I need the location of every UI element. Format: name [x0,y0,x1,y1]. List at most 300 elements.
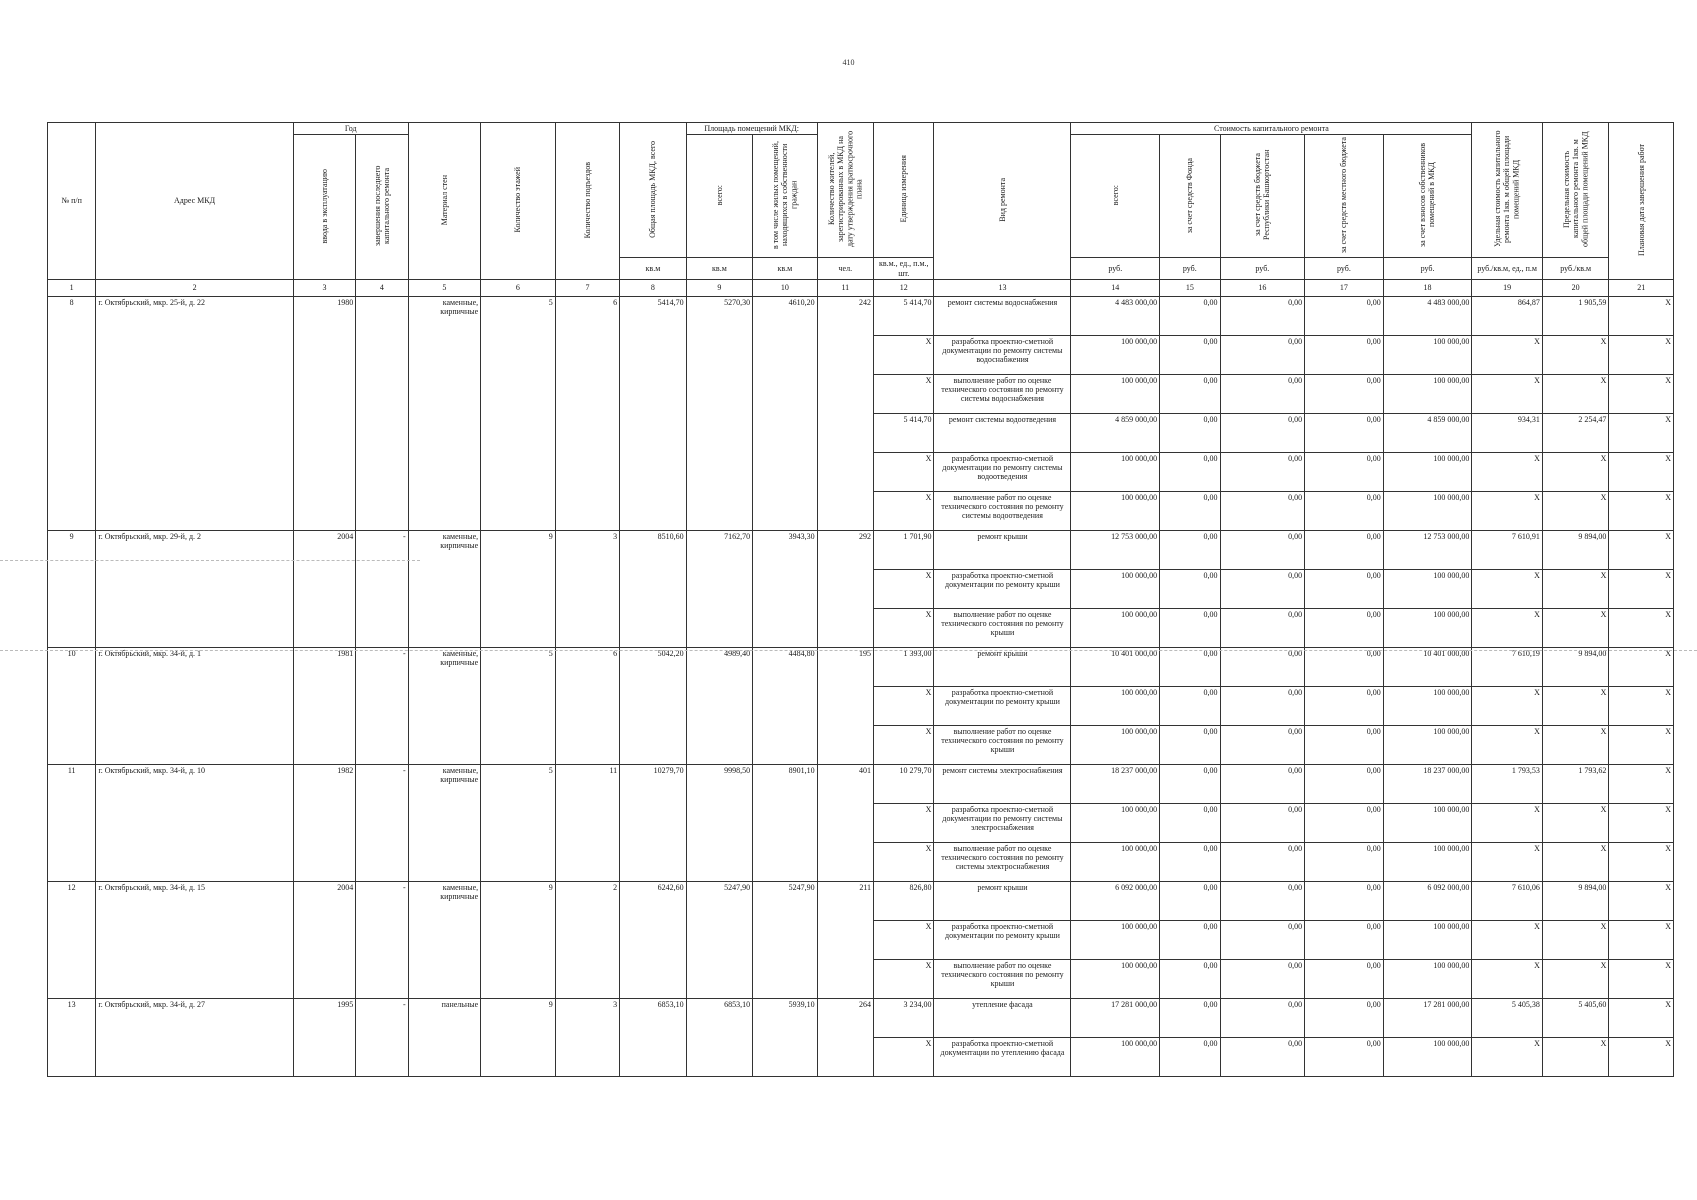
cell-year-last-repair: - [356,647,408,764]
cell-cost-total: 100 000,00 [1071,920,1160,959]
cell-area-contrib: 5939,10 [753,998,817,1076]
cell-cost-republic: 0,00 [1220,374,1305,413]
cell-cost-local: 0,00 [1305,530,1384,569]
cell-repair-type: выполнение работ по оценке технического состояния по ремонту системы электроснабжения [934,842,1071,881]
cell-area-all: 6853,10 [686,998,752,1076]
cell-planned-date: X [1609,959,1674,998]
cell-cost-fund: 0,00 [1160,1037,1220,1076]
cell-cost-total: 17 281 000,00 [1071,998,1160,1037]
cell-residents: 401 [817,764,873,881]
header-planned-date: Плановая дата завершения работ [1636,143,1646,256]
cell-limit-cost: 2 254,47 [1542,413,1608,452]
cell-year-last-repair: - [356,764,408,881]
cell-cost-total: 100 000,00 [1071,491,1160,530]
unit-cost-total: руб. [1071,258,1160,279]
cell-cost-republic: 0,00 [1220,296,1305,335]
cell-repair-type: разработка проектно-сметной документации по ремонту системы электроснабжения [934,803,1071,842]
column-number: 16 [1220,279,1305,296]
header-cost-owners: за счет взносов собственников помещений в МКД [1418,143,1437,248]
cell-cost-owners: 100 000,00 [1383,959,1472,998]
cell-cost-local: 0,00 [1305,569,1384,608]
scan-artifact-line [0,560,420,561]
cell-total-area: 6242,60 [620,881,686,998]
cell-residents: 264 [817,998,873,1076]
cell-cost-total: 6 092 000,00 [1071,881,1160,920]
cell-entrances: 3 [555,998,619,1076]
cell-area-contrib: 8901,10 [753,764,817,881]
cell-total-area: 6853,10 [620,998,686,1076]
cell-repair-type: утепление фасада [934,998,1071,1037]
header-unit-cost: Удельная стоимость капитального ремонта 1кв. м общей площади помещений МКД [1493,130,1521,248]
cell-limit-cost: X [1542,959,1608,998]
cell-area-contrib: 4484,80 [753,647,817,764]
cell-cost-owners: 100 000,00 [1383,608,1472,647]
header-total-area: Общая площадь МКД, всего [648,140,658,238]
column-number: 7 [555,279,619,296]
cell-cost-owners: 100 000,00 [1383,686,1472,725]
cell-cost-total: 10 401 000,00 [1071,647,1160,686]
unit-cost-fund: руб. [1160,258,1220,279]
cell-cost-local: 0,00 [1305,296,1384,335]
cell-cost-local: 0,00 [1305,725,1384,764]
cell-unit-cost: X [1472,959,1543,998]
cell-area-all: 5247,90 [686,881,752,998]
cell-cost-republic: 0,00 [1220,647,1305,686]
cell-cost-local: 0,00 [1305,764,1384,803]
cell-cost-owners: 100 000,00 [1383,452,1472,491]
cell-entrances: 6 [555,647,619,764]
table-row [48,764,1674,803]
header-entrances: Количество подъездов [582,161,592,238]
cell-cost-total: 100 000,00 [1071,1037,1160,1076]
cell-cost-local: 0,00 [1305,803,1384,842]
column-number: 1 [48,279,96,296]
header-address: Адрес МКД [96,123,293,280]
cell-cost-local: 0,00 [1305,1037,1384,1076]
unit-limit-cost: руб./кв.м [1542,258,1608,279]
cell-material: каменные, кирпичные [408,764,481,881]
cell-area-contrib: 3943,30 [753,530,817,647]
cell-unit: 10 279,70 [874,764,934,803]
cell-no: 11 [48,764,96,881]
cell-repair-type: выполнение работ по оценке технического состояния по ремонту крыши [934,608,1071,647]
cell-unit: X [874,374,934,413]
cell-cost-total: 100 000,00 [1071,452,1160,491]
column-number: 13 [934,279,1071,296]
cell-planned-date: X [1609,647,1674,686]
cell-entrances: 3 [555,530,619,647]
cell-cost-republic: 0,00 [1220,842,1305,881]
cell-limit-cost: X [1542,608,1608,647]
cell-limit-cost: X [1542,1037,1608,1076]
cell-cost-fund: 0,00 [1160,413,1220,452]
cell-limit-cost: X [1542,803,1608,842]
cell-unit: X [874,803,934,842]
cell-cost-fund: 0,00 [1160,452,1220,491]
cell-year-commission: 2004 [293,881,355,998]
cell-repair-type: разработка проектно-сметной документации по ремонту крыши [934,686,1071,725]
cell-area-all: 7162,70 [686,530,752,647]
cell-limit-cost: X [1542,491,1608,530]
cell-unit: X [874,725,934,764]
column-number: 20 [1542,279,1608,296]
cell-planned-date: X [1609,335,1674,374]
cell-cost-republic: 0,00 [1220,491,1305,530]
cell-unit: X [874,569,934,608]
cell-unit-cost: X [1472,686,1543,725]
header-area-all: всего: [714,185,724,206]
cell-unit-cost: X [1472,608,1543,647]
cell-cost-local: 0,00 [1305,881,1384,920]
unit-cost-owners: руб. [1383,258,1472,279]
cell-area-all: 9998,50 [686,764,752,881]
cell-cost-owners: 100 000,00 [1383,725,1472,764]
cell-cost-fund: 0,00 [1160,764,1220,803]
cell-total-area: 10279,70 [620,764,686,881]
cell-planned-date: X [1609,608,1674,647]
cell-floors: 9 [481,881,556,998]
cell-repair-type: ремонт крыши [934,530,1071,569]
cell-planned-date: X [1609,296,1674,335]
cell-cost-total: 4 483 000,00 [1071,296,1160,335]
cell-floors: 9 [481,998,556,1076]
table-row [48,881,1674,920]
cell-cost-fund: 0,00 [1160,959,1220,998]
cell-cost-fund: 0,00 [1160,647,1220,686]
cell-year-commission: 1982 [293,764,355,881]
cell-material: каменные, кирпичные [408,881,481,998]
cell-unit-cost: X [1472,452,1543,491]
cell-no: 8 [48,296,96,530]
cell-repair-type: разработка проектно-сметной документации по утеплению фасада [934,1037,1071,1076]
cell-address: г. Октябрьский, мкр. 34-й, д. 27 [96,998,293,1076]
column-number: 15 [1160,279,1220,296]
cell-unit-cost: X [1472,842,1543,881]
cell-cost-owners: 100 000,00 [1383,569,1472,608]
cell-cost-local: 0,00 [1305,491,1384,530]
cell-limit-cost: X [1542,725,1608,764]
header-cost-fund: за счет средств Фонда [1185,157,1195,233]
column-number: 9 [686,279,752,296]
cell-unit-cost: X [1472,569,1543,608]
cell-planned-date: X [1609,725,1674,764]
cell-unit: 826,80 [874,881,934,920]
column-number: 8 [620,279,686,296]
cell-planned-date: X [1609,842,1674,881]
cell-cost-total: 100 000,00 [1071,725,1160,764]
cell-unit: X [874,608,934,647]
cell-unit-cost: X [1472,725,1543,764]
header-residents: Количество жителей, зарегистрированных в МКД на дату утверждения краткосрочного плана [826,131,864,248]
unit-cost-local: руб. [1305,258,1384,279]
column-number: 10 [753,279,817,296]
header-floors: Количество этажей [513,167,523,233]
cell-planned-date: X [1609,569,1674,608]
cell-cost-local: 0,00 [1305,647,1384,686]
cell-limit-cost: X [1542,920,1608,959]
cell-unit: X [874,842,934,881]
cell-limit-cost: 5 405,60 [1542,998,1608,1037]
cell-cost-republic: 0,00 [1220,335,1305,374]
column-number: 4 [356,279,408,296]
cell-cost-fund: 0,00 [1160,374,1220,413]
column-number: 21 [1609,279,1674,296]
cell-cost-local: 0,00 [1305,998,1384,1037]
cell-planned-date: X [1609,803,1674,842]
cell-floors: 5 [481,296,556,530]
cell-cost-fund: 0,00 [1160,803,1220,842]
cell-repair-type: выполнение работ по оценке технического состояния по ремонту крыши [934,725,1071,764]
unit-residents: чел. [817,258,873,279]
cell-cost-owners: 10 401 000,00 [1383,647,1472,686]
cell-cost-total: 100 000,00 [1071,374,1160,413]
cell-planned-date: X [1609,413,1674,452]
cell-total-area: 8510,60 [620,530,686,647]
cell-cost-owners: 4 859 000,00 [1383,413,1472,452]
cell-total-area: 5414,70 [620,296,686,530]
cell-limit-cost: 1 905,59 [1542,296,1608,335]
unit-unit-cost: руб./кв.м, ед., п.м [1472,258,1543,279]
cell-cost-fund: 0,00 [1160,998,1220,1037]
cell-cost-total: 100 000,00 [1071,569,1160,608]
table-row [48,998,1674,1037]
cell-limit-cost: X [1542,452,1608,491]
cell-cost-republic: 0,00 [1220,1037,1305,1076]
cell-year-commission: 2004 [293,530,355,647]
header-cost-total: всего: [1110,185,1120,206]
column-number: 6 [481,279,556,296]
cell-cost-owners: 17 281 000,00 [1383,998,1472,1037]
cell-cost-owners: 4 483 000,00 [1383,296,1472,335]
header-cost-republic: за счет средств бюджета Республики Башкортостан [1253,150,1272,241]
cell-address: г. Октябрьский, мкр. 29-й, д. 2 [96,530,293,647]
column-number: 14 [1071,279,1160,296]
cell-cost-fund: 0,00 [1160,881,1220,920]
cell-unit-cost: X [1472,374,1543,413]
cell-material: каменные, кирпичные [408,647,481,764]
cell-residents: 292 [817,530,873,647]
cell-year-commission: 1981 [293,647,355,764]
cell-entrances: 6 [555,296,619,530]
header-year-commission: ввода в эксплуатацию [319,168,329,244]
cell-address: г. Октябрьский, мкр. 34-й, д. 15 [96,881,293,998]
cell-cost-total: 12 753 000,00 [1071,530,1160,569]
cell-cost-republic: 0,00 [1220,413,1305,452]
cell-repair-type: выполнение работ по оценке технического состояния по ремонту системы водоснабжения [934,374,1071,413]
cell-unit-cost: X [1472,491,1543,530]
header-cost-local: за счет средств местного бюджета [1339,137,1349,254]
cell-unit: 1 393,00 [874,647,934,686]
cell-cost-fund: 0,00 [1160,686,1220,725]
cell-cost-local: 0,00 [1305,335,1384,374]
scan-artifact-line [0,650,1697,651]
cell-limit-cost: X [1542,374,1608,413]
cell-entrances: 11 [555,764,619,881]
cell-floors: 5 [481,764,556,881]
unit-total-area: кв.м [620,258,686,279]
cell-cost-local: 0,00 [1305,686,1384,725]
cell-address: г. Октябрьский, мкр. 25-й, д. 22 [96,296,293,530]
cell-no: 13 [48,998,96,1076]
cell-cost-republic: 0,00 [1220,803,1305,842]
cell-repair-type: выполнение работ по оценке технического состояния по ремонту системы водоотведения [934,491,1071,530]
cell-year-last-repair: - [356,530,408,647]
cell-entrances: 2 [555,881,619,998]
cell-cost-republic: 0,00 [1220,920,1305,959]
cell-repair-type: ремонт системы водоснабжения [934,296,1071,335]
cell-total-area: 5042,20 [620,647,686,764]
cell-year-last-repair: - [356,998,408,1076]
cell-planned-date: X [1609,374,1674,413]
cell-cost-fund: 0,00 [1160,608,1220,647]
cell-material: каменные, кирпичные [408,530,481,647]
cell-cost-total: 100 000,00 [1071,842,1160,881]
cell-cost-total: 100 000,00 [1071,608,1160,647]
cell-no: 12 [48,881,96,998]
cell-repair-type: разработка проектно-сметной документации по ремонту крыши [934,920,1071,959]
cell-repair-type: ремонт системы электроснабжения [934,764,1071,803]
cell-planned-date: X [1609,881,1674,920]
unit-cost-republic: руб. [1220,258,1305,279]
cell-cost-fund: 0,00 [1160,530,1220,569]
cell-unit-cost: X [1472,803,1543,842]
cell-unit: X [874,452,934,491]
column-number: 3 [293,279,355,296]
column-number: 5 [408,279,481,296]
header-limit-cost: Предельная стоимость капитального ремонта 1кв. м общей площади помещений МКД [1561,131,1590,247]
cell-cost-owners: 100 000,00 [1383,1037,1472,1076]
cell-cost-fund: 0,00 [1160,842,1220,881]
cell-planned-date: X [1609,491,1674,530]
column-number: 18 [1383,279,1472,296]
cell-unit-cost: 934,31 [1472,413,1543,452]
cell-cost-owners: 100 000,00 [1383,803,1472,842]
cell-limit-cost: 1 793,62 [1542,764,1608,803]
cell-repair-type: ремонт крыши [934,881,1071,920]
unit-area-all: кв.м [686,258,752,279]
cell-no: 10 [48,647,96,764]
cell-cost-local: 0,00 [1305,452,1384,491]
cell-material: панельные [408,998,481,1076]
cell-cost-fund: 0,00 [1160,335,1220,374]
cell-floors: 9 [481,530,556,647]
cell-cost-local: 0,00 [1305,920,1384,959]
cell-area-contrib: 4610,20 [753,296,817,530]
cell-cost-total: 100 000,00 [1071,686,1160,725]
header-year-group: Год [293,123,408,135]
cell-cost-republic: 0,00 [1220,764,1305,803]
cell-residents: 195 [817,647,873,764]
cell-cost-local: 0,00 [1305,374,1384,413]
cell-unit-cost: 7 610,06 [1472,881,1543,920]
cell-unit-cost: 7 610,19 [1472,647,1543,686]
cell-floors: 5 [481,647,556,764]
cell-cost-owners: 18 237 000,00 [1383,764,1472,803]
cell-cost-total: 4 859 000,00 [1071,413,1160,452]
cell-limit-cost: X [1542,842,1608,881]
cell-address: г. Октябрьский, мкр. 34-й, д. 10 [96,764,293,881]
column-number-row [48,279,1674,296]
cell-cost-total: 100 000,00 [1071,803,1160,842]
cell-unit: X [874,1037,934,1076]
cell-repair-type: выполнение работ по оценке технического состояния по ремонту крыши [934,959,1071,998]
table-row [48,530,1674,569]
cell-cost-local: 0,00 [1305,959,1384,998]
cell-cost-fund: 0,00 [1160,296,1220,335]
cell-cost-fund: 0,00 [1160,491,1220,530]
cell-unit-cost: X [1472,335,1543,374]
cell-unit: X [874,335,934,374]
cell-planned-date: X [1609,920,1674,959]
cell-cost-owners: 100 000,00 [1383,491,1472,530]
cell-unit-cost: X [1472,1037,1543,1076]
cell-no: 9 [48,530,96,647]
cell-unit-cost: X [1472,920,1543,959]
cell-unit: 5 414,70 [874,296,934,335]
cell-repair-type: разработка проектно-сметной документации по ремонту крыши [934,569,1071,608]
cell-year-commission: 1980 [293,296,355,530]
cell-residents: 242 [817,296,873,530]
cell-unit-cost: 7 610,91 [1472,530,1543,569]
cell-limit-cost: 9 894,00 [1542,647,1608,686]
cell-cost-total: 100 000,00 [1071,959,1160,998]
header-no: № п/п [48,123,96,280]
table-row [48,647,1674,686]
header-premises-area: Площадь помещений МКД: [686,123,817,135]
column-number: 12 [874,279,934,296]
cell-cost-owners: 100 000,00 [1383,920,1472,959]
column-number: 17 [1305,279,1384,296]
header-material: Материал стен [439,174,449,225]
cell-cost-owners: 6 092 000,00 [1383,881,1472,920]
cell-cost-total: 100 000,00 [1071,335,1160,374]
cell-cost-republic: 0,00 [1220,530,1305,569]
cell-cost-fund: 0,00 [1160,725,1220,764]
cell-cost-owners: 12 753 000,00 [1383,530,1472,569]
cell-unit: 5 414,70 [874,413,934,452]
cell-unit: X [874,686,934,725]
cell-residents: 211 [817,881,873,998]
cell-area-all: 5270,30 [686,296,752,530]
cell-planned-date: X [1609,1037,1674,1076]
cell-cost-fund: 0,00 [1160,569,1220,608]
cell-cost-fund: 0,00 [1160,920,1220,959]
cell-planned-date: X [1609,530,1674,569]
cell-unit-cost: 1 793,53 [1472,764,1543,803]
cell-limit-cost: X [1542,335,1608,374]
cell-repair-type: ремонт системы водоотведения [934,413,1071,452]
column-number: 2 [96,279,293,296]
cell-cost-total: 18 237 000,00 [1071,764,1160,803]
cell-cost-local: 0,00 [1305,608,1384,647]
cell-cost-republic: 0,00 [1220,959,1305,998]
cell-cost-local: 0,00 [1305,842,1384,881]
header-year-last-repair: завершения последнего капитального ремонта [372,165,391,247]
cell-limit-cost: 9 894,00 [1542,881,1608,920]
cell-limit-cost: 9 894,00 [1542,530,1608,569]
cell-address: г. Октябрьский, мкр. 34-й, д. 1 [96,647,293,764]
cell-year-last-repair: - [356,881,408,998]
column-number: 19 [1472,279,1543,296]
page-number: 410 [842,58,855,67]
header-cost-group: Стоимость капитального ремонта [1071,123,1472,135]
cell-repair-type: разработка проектно-сметной документации по ремонту системы водоотведения [934,452,1071,491]
cell-cost-republic: 0,00 [1220,998,1305,1037]
cell-cost-republic: 0,00 [1220,569,1305,608]
table-row [48,296,1674,335]
cell-unit: X [874,920,934,959]
cell-cost-owners: 100 000,00 [1383,842,1472,881]
